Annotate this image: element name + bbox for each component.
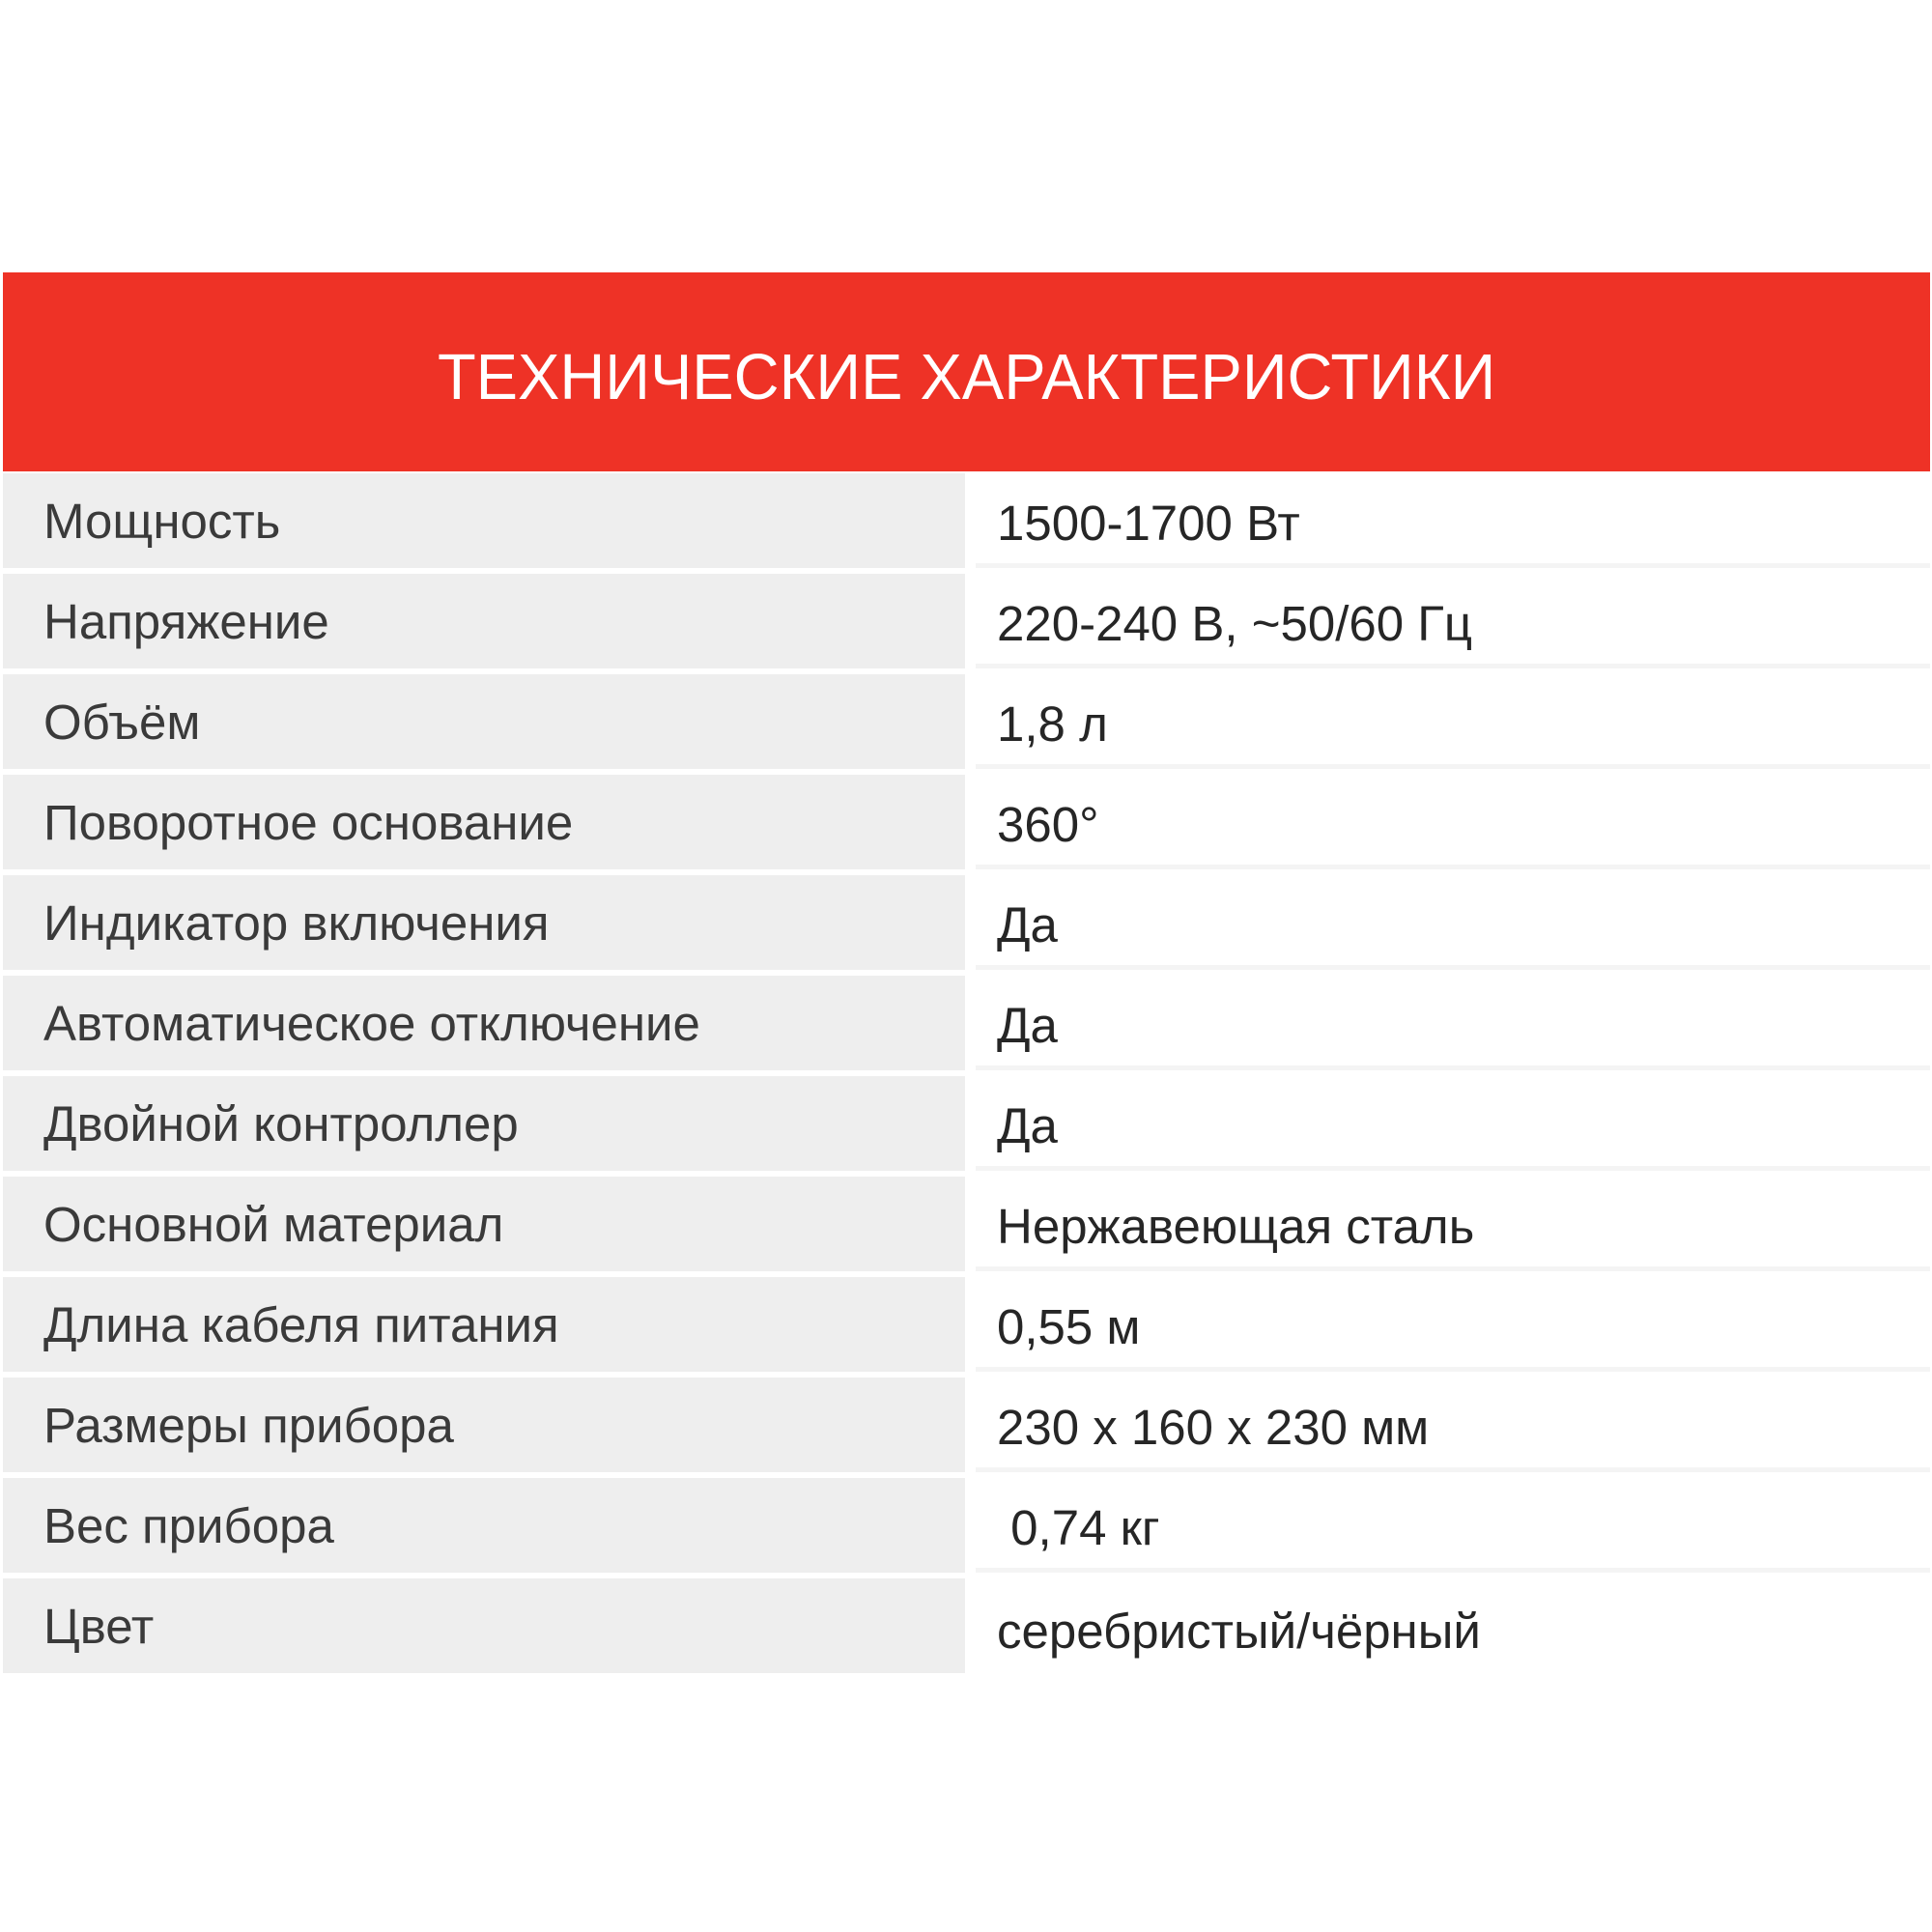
spec-name-cell [3, 1177, 965, 1271]
spec-value: Да [997, 897, 1058, 952]
spec-name: Поворотное основание [43, 794, 574, 850]
spec-value: 0,74 кг [997, 1500, 1160, 1555]
spec-name-cell [3, 1578, 965, 1673]
spec-value-cell [976, 1076, 1930, 1171]
spec-name: Индикатор включения [43, 895, 550, 951]
spec-value: серебристый/чёрный [997, 1603, 1481, 1659]
spec-row-auto-shutoff [3, 974, 1930, 1074]
spec-value-cell [976, 976, 1930, 1070]
spec-value: Да [997, 1098, 1058, 1153]
specifications-table [3, 471, 1930, 1677]
spec-name: Вес прибора [43, 1497, 334, 1553]
spec-value-cell [976, 674, 1930, 769]
spec-name-cell [3, 574, 965, 668]
spec-name-cell [3, 473, 965, 568]
spec-value-cell [976, 775, 1930, 869]
spec-row-dual-controller [3, 1074, 1930, 1175]
spec-name-cell [3, 1378, 965, 1472]
spec-name-cell [3, 976, 965, 1070]
spec-value: 1500-1700 Вт [997, 496, 1300, 551]
spec-name: Объём [43, 694, 201, 750]
spec-name: Автоматическое отключение [43, 995, 700, 1051]
spec-value-cell [976, 1378, 1930, 1472]
spec-name: Длина кабеля питания [43, 1296, 559, 1352]
spec-name: Размеры прибора [43, 1397, 454, 1453]
spec-value: Нержавеющая сталь [997, 1199, 1475, 1254]
spec-value-cell [976, 1478, 1930, 1573]
spec-row-dimensions [3, 1376, 1930, 1476]
spec-name: Цвет [43, 1598, 155, 1654]
spec-value: 360° [997, 797, 1099, 852]
spec-name-cell [3, 775, 965, 869]
spec-row-rotating-base [3, 773, 1930, 873]
spec-value-cell [976, 1277, 1930, 1372]
spec-name-cell [3, 875, 965, 970]
spec-row-power [3, 471, 1930, 572]
spec-row-volume [3, 672, 1930, 773]
spec-name-cell [3, 1478, 965, 1573]
spec-value: Да [997, 998, 1058, 1053]
specifications-card [3, 272, 1930, 1677]
spec-name-cell [3, 1076, 965, 1171]
spec-value: 1,8 л [997, 696, 1108, 752]
spec-name: Мощность [43, 493, 281, 549]
spec-row-material [3, 1175, 1930, 1275]
spec-value: 230 х 160 х 230 мм [997, 1400, 1430, 1455]
spec-value-cell [976, 574, 1930, 668]
spec-row-color [3, 1577, 1930, 1677]
spec-row-cable-length [3, 1275, 1930, 1376]
spec-row-power-indicator [3, 873, 1930, 974]
spec-value: 0,55 м [997, 1299, 1141, 1354]
spec-value-cell [976, 473, 1930, 568]
spec-value-cell [976, 1578, 1930, 1673]
spec-name-cell [3, 674, 965, 769]
spec-row-weight [3, 1476, 1930, 1577]
spec-name: Напряжение [43, 593, 329, 649]
spec-name: Двойной контроллер [43, 1095, 519, 1151]
spec-row-voltage [3, 572, 1930, 672]
spec-name-cell [3, 1277, 965, 1372]
specifications-header [3, 272, 1930, 471]
spec-value: 220-240 В, ~50/60 Гц [997, 596, 1473, 651]
spec-value-cell [976, 1177, 1930, 1271]
specifications-title: ТЕХНИЧЕСКИЕ ХАРАКТЕРИСТИКИ [437, 340, 1496, 413]
spec-name: Основной материал [43, 1196, 504, 1252]
spec-value-cell [976, 875, 1930, 970]
